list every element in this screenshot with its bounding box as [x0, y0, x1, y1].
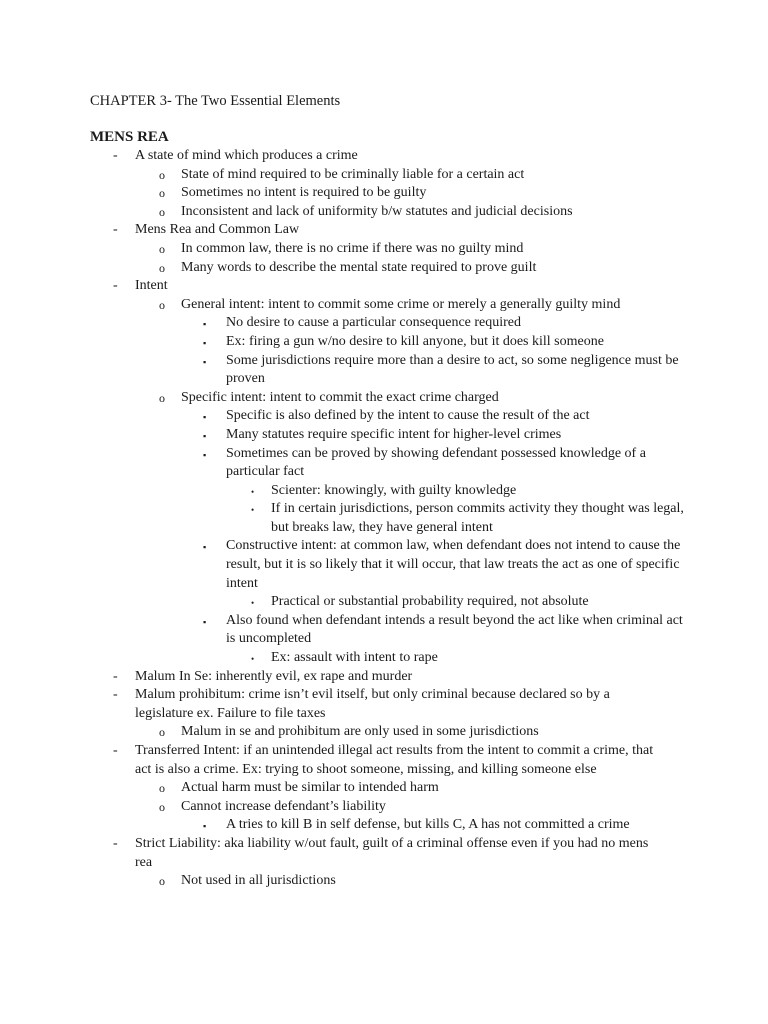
outline-item-text: General intent: intent to commit some crime or merely a generally guilty mind [181, 296, 621, 312]
outline-item-text: Cannot increase defendant’s liability [181, 798, 386, 814]
outline-item-text: Specific is also defined by the intent to cause the result of the act [226, 408, 590, 424]
outline-item-level-3 [0, 333, 768, 352]
outline-item-level-2 [0, 779, 768, 798]
outline-item-text: Ex: firing a gun w/no desire to kill anyone, but it does kill someone [226, 333, 604, 349]
outline-item-text: A tries to kill B in self defense, but kills C, A has not committed a crime [226, 817, 630, 833]
outline-item-level-2 [0, 872, 768, 891]
bullet-marker: - [113, 278, 118, 294]
outline-item-text: Some jurisdictions require more than a desire to act, so some negligence must be proven [226, 352, 679, 387]
outline-item-level-3 [0, 352, 768, 389]
outline-item-level-1 [0, 221, 768, 240]
outline-item-text: Mens Rea and Common Law [135, 222, 300, 238]
bullet-marker: o [159, 167, 165, 182]
outline-item-level-4 [0, 500, 768, 537]
outline-item-level-1 [0, 742, 768, 779]
outline-item-level-3 [0, 537, 768, 593]
section-heading: MENS REA [90, 129, 169, 145]
outline-item-level-2 [0, 389, 768, 408]
outline-item-text: Strict Liability: aka liability w/out fault, guilt of a criminal offense even if you had no mens rea [135, 835, 649, 870]
outline-item-level-4 [0, 649, 768, 668]
outline-item-text: Also found when defendant intends a result beyond the act like when criminal act is uncompleted [226, 612, 683, 647]
outline-item-text: A state of mind which produces a crime [135, 148, 358, 163]
outline-item-level-3 [0, 407, 768, 426]
outline-item-level-2 [0, 240, 768, 259]
bullet-marker: o [159, 186, 165, 201]
outline-item-text: Practical or substantial probability required, not absolute [271, 594, 589, 610]
outline-item-text: Actual harm must be similar to intended harm [181, 780, 439, 796]
bullet-marker: o [159, 390, 165, 405]
outline-item-text: No desire to cause a particular consequence required [226, 315, 522, 331]
outline-item-text: Sometimes can be proved by showing defendant possessed knowledge of a particular fact [226, 445, 646, 480]
outline-item-text: Malum in se and prohibitum are only used in some jurisdictions [181, 724, 539, 740]
outline-item-text: Many statutes require specific intent for higher-level crimes [226, 426, 562, 442]
bullet-marker: - [113, 148, 118, 163]
outline-item-level-3 [0, 612, 768, 649]
outline-item-level-2 [0, 259, 768, 278]
outline-item-level-4 [0, 593, 768, 612]
outline-item-level-4 [0, 482, 768, 501]
bullet-marker: - [113, 668, 118, 684]
outline-item-level-3 [0, 426, 768, 445]
bullet-marker: ▪ [203, 542, 207, 553]
outline-item-level-1 [0, 277, 768, 296]
outline-item-level-1 [0, 835, 768, 872]
bullet-marker: - [113, 222, 118, 238]
bullet-marker: o [159, 204, 165, 219]
outline-item-level-2 [0, 296, 768, 315]
bullet-marker: o [159, 799, 165, 814]
bullet-marker: o [159, 241, 165, 256]
outline-item-text: Intent [135, 278, 168, 294]
bullet-marker: ▪ [203, 412, 207, 423]
outline-item-level-2 [0, 203, 768, 222]
outline-item-text: Specific intent: intent to commit the exact crime charged [181, 389, 499, 405]
outline-item-text: Malum In Se: inherently evil, ex rape and murder [135, 668, 413, 684]
bullet-marker: - [113, 687, 118, 703]
outline-list [0, 147, 768, 891]
bullet-marker: • [251, 654, 255, 665]
bullet-marker: o [159, 874, 165, 889]
outline-item-text: Transferred Intent: if an unintended illegal act results from the intent to commit a crime, that act is also a crime. Ex: trying to shoot someone, missing, and killing someone else [135, 743, 654, 777]
bullet-marker: o [159, 297, 165, 312]
outline-item-text: Ex: assault with intent to rape [271, 650, 438, 666]
bullet-marker: ▪ [203, 337, 207, 348]
bullet-marker: • [251, 598, 255, 609]
outline-item-text: Malum prohibitum: crime isn’t evil itself, but only criminal because declared so by a legislature ex. Failure to file taxes [135, 687, 610, 721]
bullet-marker: ▪ [203, 430, 207, 441]
bullet-marker: ▪ [203, 319, 207, 330]
bullet-marker: - [113, 835, 118, 851]
bullet-marker: - [113, 743, 118, 758]
outline-item-level-2 [0, 166, 768, 185]
bullet-marker: ▪ [203, 821, 207, 832]
outline-item-text: Many words to describe the mental state required to prove guilt [181, 259, 537, 275]
bullet-marker: o [159, 260, 165, 275]
outline-item-text: Constructive intent: at common law, when defendant does not intend to cause the result, but it is so likely that it will occur, that law treats the act as one of specific intent [226, 538, 681, 591]
outline-item-level-1 [0, 668, 768, 687]
outline-item-text: Sometimes no intent is required to be guilty [181, 185, 427, 201]
outline-item-text: State of mind required to be criminally liable for a certain act [181, 166, 525, 182]
outline-item-level-2 [0, 798, 768, 817]
bullet-marker: ▪ [203, 449, 207, 460]
bullet-marker: ▪ [203, 616, 207, 627]
bullet-marker: • [251, 505, 255, 516]
bullet-marker: o [159, 725, 165, 740]
outline-item-text: Not used in all jurisdictions [181, 873, 336, 889]
document-title: CHAPTER 3- The Two Essential Elements [90, 93, 341, 109]
outline-item-text: In common law, there is no crime if there was no guilty mind [181, 240, 524, 256]
outline-item-level-2 [0, 184, 768, 203]
outline-item-text: If in certain jurisdictions, person commits activity they thought was legal, but breaks law, they have general intent [271, 501, 684, 535]
outline-item-text: Inconsistent and lack of uniformity b/w statutes and judicial decisions [181, 203, 573, 219]
outline-item-level-1 [0, 147, 768, 166]
outline-item-level-2 [0, 723, 768, 742]
outline-item-level-3 [0, 314, 768, 333]
outline-item-level-3 [0, 445, 768, 482]
bullet-marker: ▪ [203, 356, 207, 367]
outline-item-level-3 [0, 816, 768, 835]
outline-item-text: Scienter: knowingly, with guilty knowledge [271, 482, 517, 498]
outline-item-level-1 [0, 686, 768, 723]
bullet-marker: • [251, 486, 255, 497]
bullet-marker: o [159, 781, 165, 796]
